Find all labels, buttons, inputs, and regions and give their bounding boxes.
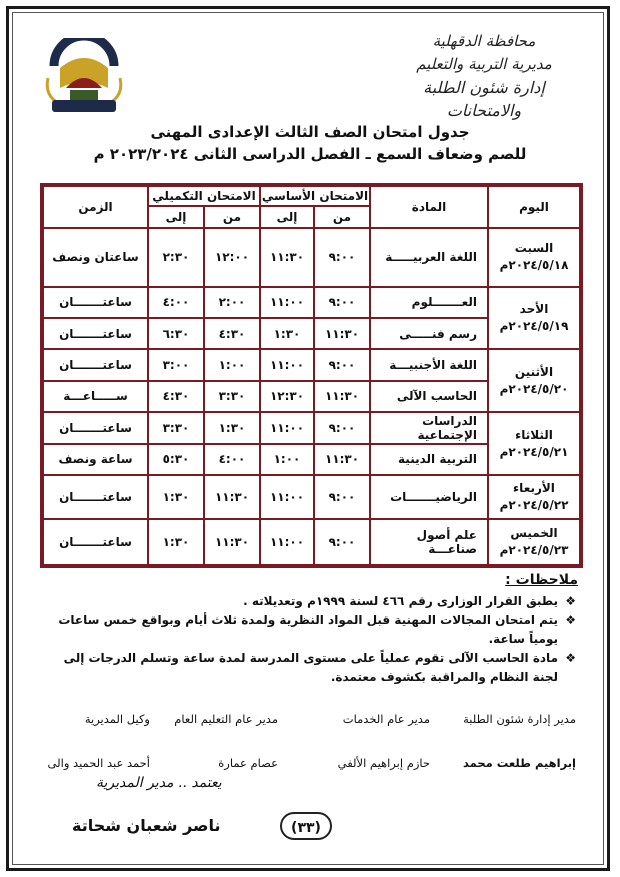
basic-from-cell: ٩:٠٠ (314, 412, 370, 443)
title-line-2: للصم وضعاف السمع ـ الفصل الدراسى الثانى ٢٠٢٣/٢٠٢٤ م (93, 145, 527, 163)
duration-cell: ســـــاعـــة (43, 381, 148, 412)
supp-to-cell: ٣:٠٠ (148, 349, 204, 380)
duration-cell: ساعتـــــــان (43, 349, 148, 380)
supp-from-cell: ١:٣٠ (204, 412, 260, 443)
diamond-bullet-icon: ❖ (565, 594, 576, 608)
supp-from-cell: ١١:٣٠ (204, 519, 260, 565)
supp-to-cell: ٤:٣٠ (148, 381, 204, 412)
notes-title: ملاحظات : (505, 572, 578, 588)
diamond-bullet-icon: ❖ (565, 651, 576, 665)
basic-to-cell: ١:٠٠ (260, 444, 314, 475)
duration-cell: ساعتـــــــان (43, 412, 148, 443)
duration-cell: ساعتـــــــان (43, 287, 148, 318)
basic-to-cell: ١٢:٣٠ (260, 381, 314, 412)
supp-from-cell: ٣:٣٠ (204, 381, 260, 412)
duration-cell: ساعتان ونصف (43, 228, 148, 287)
subject-cell: الرياضيـــــــات (370, 475, 488, 519)
supp-from-cell: ٤:٠٠ (204, 444, 260, 475)
subject-cell: العـــــــلوم (370, 287, 488, 318)
supp-from-cell: ٢:٠٠ (204, 287, 260, 318)
basic-from-cell: ٩:٠٠ (314, 349, 370, 380)
signature-title-general-education: مدير عام التعليم العام (174, 712, 278, 726)
subject-cell: رسم فنـــــى (370, 318, 488, 349)
header-basic-to: إلى (260, 206, 314, 228)
subject-cell: اللغة العربيـــــة (370, 228, 488, 287)
signature-name-4: أحمد عبد الحميد والى (47, 756, 150, 770)
signature-name-1: إبراهيم طلعت محمد (462, 756, 576, 770)
list-item: ❖ يطبق القرار الوزارى رقم ٤٦٦ لسنة ١٩٩٩م وتعديلاته . (56, 592, 576, 611)
issuing-authority-header (384, 30, 584, 122)
table-row (43, 287, 580, 318)
supp-from-cell: ١:٠٠ (204, 349, 260, 380)
table-row (43, 475, 580, 519)
supp-to-cell: ٥:٣٠ (148, 444, 204, 475)
basic-to-cell: ١:٣٠ (260, 318, 314, 349)
basic-to-cell: ١١:٣٠ (260, 228, 314, 287)
exam-schedule-table (40, 183, 583, 568)
signature-title-deputy: وكيل المديرية (84, 712, 150, 726)
supp-from-cell: ٤:٣٠ (204, 318, 260, 349)
supp-to-cell: ٢:٣٠ (148, 228, 204, 287)
basic-from-cell: ١١:٣٠ (314, 444, 370, 475)
header-basic-exam: الامتحان الأساسي (260, 186, 370, 206)
basic-to-cell: ١١:٠٠ (260, 287, 314, 318)
day-cell: الأحد ٢٠٢٤/٥/١٩م (488, 287, 580, 350)
signature-title-services: مدير عام الخدمات (342, 712, 430, 726)
basic-from-cell: ١١:٣٠ (314, 318, 370, 349)
basic-to-cell: ١١:٠٠ (260, 412, 314, 443)
department-line: إدارة شئون الطلبة والامتحانات (423, 78, 545, 120)
supp-to-cell: ١:٣٠ (148, 475, 204, 519)
director-name: ناصر شعبان شحاتة (72, 816, 221, 835)
subject-cell: علم أصول صناعـــة (370, 519, 488, 565)
basic-from-cell: ٩:٠٠ (314, 287, 370, 318)
table-row (43, 349, 580, 380)
supp-from-cell: ١١:٣٠ (204, 475, 260, 519)
header-basic-from: من (314, 206, 370, 228)
table-row (43, 519, 580, 565)
basic-from-cell: ٩:٠٠ (314, 519, 370, 565)
header-supplementary-exam: الامتحان التكميلي (148, 186, 260, 206)
basic-to-cell: ١١:٠٠ (260, 519, 314, 565)
header-duration: الزمن (43, 186, 148, 228)
subject-cell: اللغة الأجنبيـــة (370, 349, 488, 380)
supp-from-cell: ١٢:٠٠ (204, 228, 260, 287)
list-item: ❖ يتم امتحان المجالات المهنية قبل المواد النظرية ولمدة ثلاث أيام وبواقع خمس ساعات يومياً ساعة. (58, 613, 576, 646)
header-subject: المادة (370, 186, 488, 228)
supp-to-cell: ١:٣٠ (148, 519, 204, 565)
table-row (43, 228, 580, 287)
subject-cell: الدراسات الإجتماعية (370, 412, 488, 443)
basic-to-cell: ١١:٠٠ (260, 475, 314, 519)
basic-from-cell: ١١:٣٠ (314, 381, 370, 412)
signature-name-2: حازم إبراهيم الألفي (337, 756, 430, 770)
duration-cell: ساعتـــــــان (43, 318, 148, 349)
approval-line: يعتمد .. مدير المديرية (96, 775, 222, 791)
duration-cell: ساعتـــــــان (43, 519, 148, 565)
signature-name-3: عصام عمارة (218, 756, 278, 770)
day-cell: السبت ٢٠٢٤/٥/١٨م (488, 228, 580, 287)
notes-list (56, 592, 576, 687)
subject-cell: الحاسب الآلى (370, 381, 488, 412)
basic-to-cell: ١١:٠٠ (260, 349, 314, 380)
supp-to-cell: ٤:٠٠ (148, 287, 204, 318)
header-day: اليوم (488, 186, 580, 228)
header-supp-to: إلى (148, 206, 204, 228)
diamond-bullet-icon: ❖ (565, 613, 576, 627)
duration-cell: ساعة ونصف (43, 444, 148, 475)
document-title (0, 123, 620, 163)
title-line-1: جدول امتحان الصف الثالث الإعدادى المهنى (150, 123, 470, 141)
basic-from-cell: ٩:٠٠ (314, 475, 370, 519)
duration-cell: ساعتـــــــان (43, 475, 148, 519)
day-cell: الأربعاء ٢٠٢٤/٥/٢٢م (488, 475, 580, 519)
page-number: (٣٣) (280, 812, 332, 840)
subject-cell: التربية الدينية (370, 444, 488, 475)
directorate-line: مديرية التربية والتعليم (416, 55, 552, 73)
supp-to-cell: ٣:٣٠ (148, 412, 204, 443)
basic-from-cell: ٩:٠٠ (314, 228, 370, 287)
header-supp-from: من (204, 206, 260, 228)
supp-to-cell: ٦:٣٠ (148, 318, 204, 349)
list-item: ❖ مادة الحاسب الآلى تقوم عملياً على مستوى المدرسة لمدة ساعة وتسلم الدرجات إلى لجنة النظام والمراقبة بكشوف معتمدة. (63, 651, 576, 684)
day-cell: الخميس ٢٠٢٤/٥/٢٣م (488, 519, 580, 565)
signature-title-student-affairs: مدير إدارة شئون الطلبة (463, 712, 576, 726)
governorate-line: محافظة الدقهلية (432, 32, 536, 50)
day-cell: الثلاثاء ٢٠٢٤/٥/٢١م (488, 412, 580, 475)
table-row (43, 412, 580, 443)
directorate-logo (40, 38, 128, 118)
day-cell: الأثنين ٢٠٢٤/٥/٢٠م (488, 349, 580, 412)
